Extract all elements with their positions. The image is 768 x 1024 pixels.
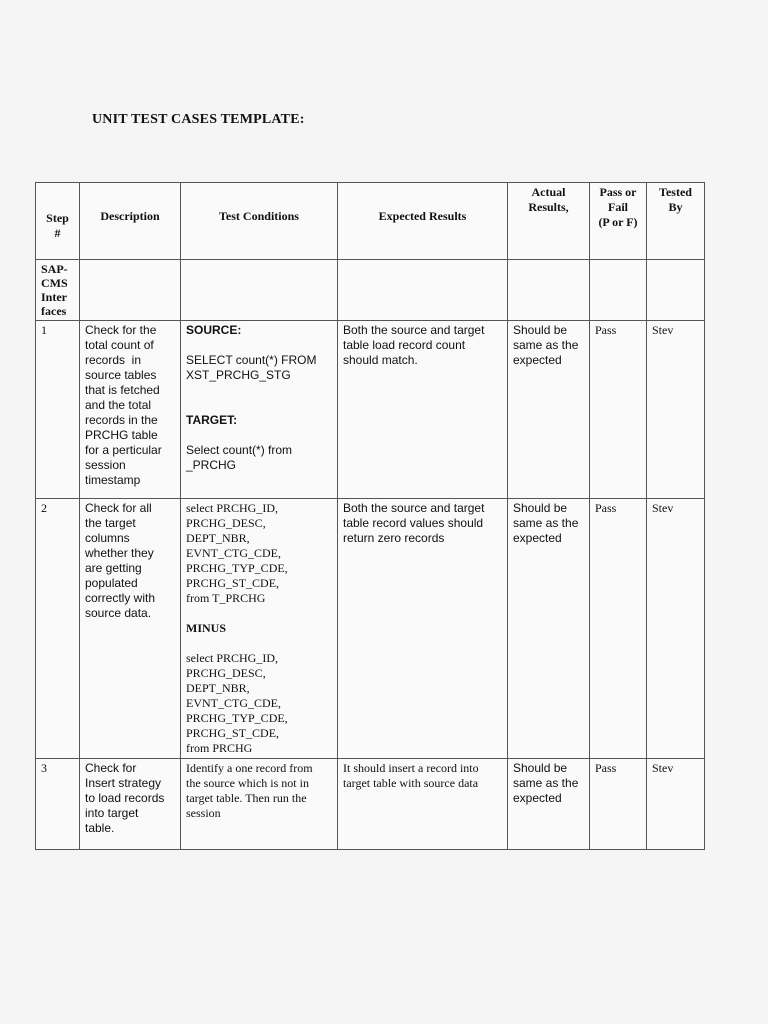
expected-results-cell: It should insert a record into target table with source data [338,759,508,850]
section-row [36,260,705,321]
description-cell: Check for the total count of records in source tables that is fetched and the total records in the PRCHG table for a perticular session timestamp [80,321,181,499]
section-label: SAP- CMS Inter faces [36,260,80,321]
header-step: Step # [36,183,80,260]
tested-by-cell: Stev [647,321,705,499]
tested-by-cell: Stev [647,759,705,850]
step-number: 2 [36,499,80,759]
header-description: Description [80,183,181,260]
header-tested-by: Tested By [647,183,705,260]
table-row [36,321,705,499]
test-conditions-cell: select PRCHG_ID, PRCHG_DESC, DEPT_NBR, EVNT_CTG_CDE, PRCHG_TYP_CDE, PRCHG_ST_CDE, from T_PRCHG MINUS select PRCHG_ID, PRCHG_DESC, DEPT_NBR, EVNT_CTG_CDE, PRCHG_TYP_CDE, PRCHG_ST_CDE, from PRCHG [181,499,338,759]
step-number: 1 [36,321,80,499]
target-label: TARGET: [186,413,238,427]
minus-label: MINUS [186,621,227,635]
step-number: 3 [36,759,80,850]
tested-by-cell: Stev [647,499,705,759]
table-row [36,499,705,759]
test-conditions-cell: SOURCE: SELECT count(*) FROM XST_PRCHG_STG TARGET: Select count(*) from _PRCHG [181,321,338,499]
header-actual-results: Actual Results, [508,183,590,260]
actual-results-cell: Should be same as the expected [508,759,590,850]
expected-results-cell: Both the source and target table load record count should match. [338,321,508,499]
unit-test-cases-table [35,182,705,850]
expected-results-cell: Both the source and target table record values should return zero records [338,499,508,759]
header-pass-fail: Pass or Fail (P or F) [590,183,647,260]
header-expected-results: Expected Results [338,183,508,260]
description-cell: Check for all the target columns whether they are getting populated correctly with source data. [80,499,181,759]
test-conditions-cell: Identify a one record from the source which is not in target table. Then run the session [181,759,338,850]
pass-fail-cell: Pass [590,321,647,499]
header-row [36,183,705,260]
pass-fail-cell: Pass [590,499,647,759]
table-row [36,759,705,850]
pass-fail-cell: Pass [590,759,647,850]
source-label: SOURCE: [186,323,242,337]
description-cell: Check for Insert strategy to load records into target table. [80,759,181,850]
actual-results-cell: Should be same as the expected [508,321,590,499]
header-test-conditions: Test Conditions [181,183,338,260]
actual-results-cell: Should be same as the expected [508,499,590,759]
document-title: UNIT TEST CASES TEMPLATE: [92,112,305,127]
